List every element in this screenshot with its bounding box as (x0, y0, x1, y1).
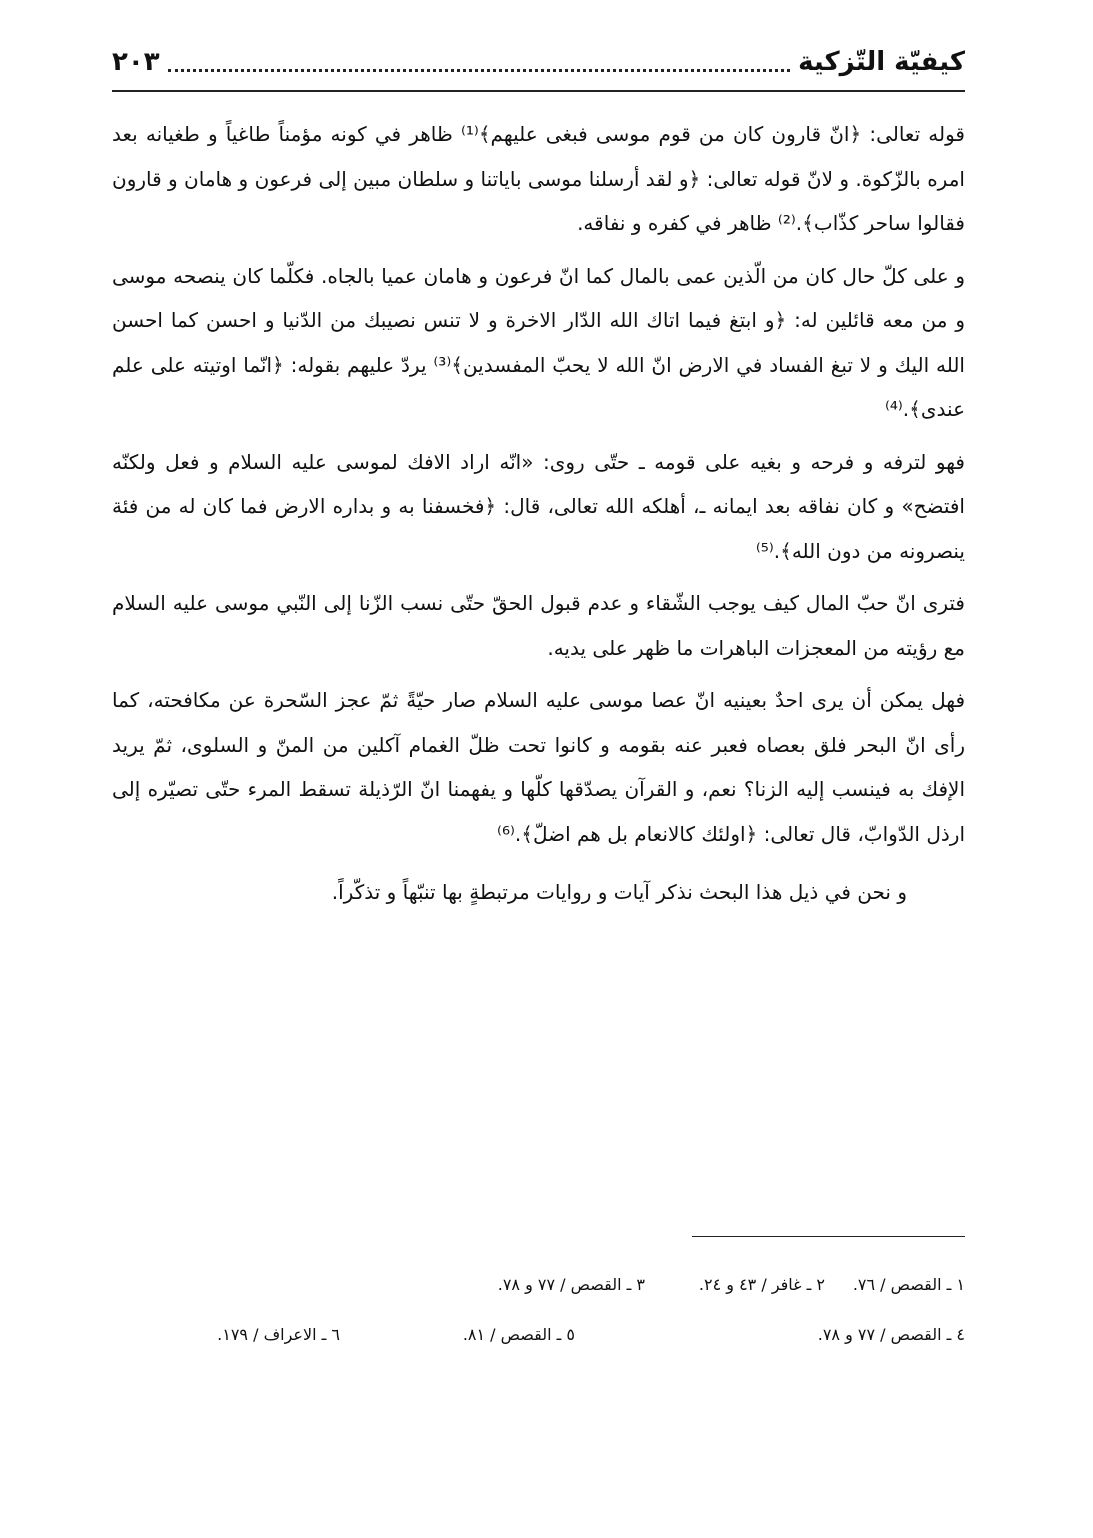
paragraph: و على كلّ حال كان من الّذين عمى بالمال كما انّ فرعون و هامان عميا بالجاه. فكلّما كان ينصحه موسى و من معه قائلين له: ﴿و ابتغ فيما اتاك الله الدّار الاخرة و لا تنس نصيبك من الدّنيا و احسن كما احسن الله اليك و لا تبغ الفساد في الارض انّ الله لا يحبّ المفسدين﴾⁽³⁾ يردّ عليهم بقوله: ﴿انّما اوتيته على علم عندى﴾.⁽⁴⁾ (112, 263, 965, 421)
running-header (112, 34, 965, 92)
paragraph: فهل يمكن أن يرى احدٌ بعينيه انّ عصا موسى عليه السلام صار حيّةً ثمّ عجز السّحرة عن مكافحته، كما رأى انّ البحر فلق بعصاه فعبر عنه بقومه و كانوا تحت ظلّ الغمام آكلين من المنّ و السلوى، ثمّ يريد الإفك به فينسب إليه الزنا؟ نعم، و القرآن يصدّقها كلّها و يفهمنا انّ الرّذيلة تسقط المرء حتّى تصيّره إلى ارذل الدّوابّ، قال تعالى: ﴿اولئك كالانعام بل هم اضلّ﴾.⁽⁶⁾ (112, 688, 965, 846)
footnote: ٥ ـ القصص / ٨١. (462, 1325, 575, 1344)
footnote-separator (692, 1236, 965, 1237)
footnote: ٦ ـ الاعراف / ١٧٩. (217, 1325, 340, 1344)
paragraph: فترى انّ حبّ المال كيف يوجب الشّقاء و عدم قبول الحقّ حتّى نسب الزّنا إلى النّبي موسى عليه السلام مع رؤيته من المعجزات الباهرات ما ظهر على يديه. (112, 591, 965, 660)
footnotes (112, 1260, 965, 1360)
closing-paragraph: و نحن في ذيل هذا البحث نذكر آيات و روايات مرتبطةٍ بها تنبّهاً و تذكّراً. (331, 880, 907, 904)
header-leader-dots (168, 69, 791, 72)
footnote-row (112, 1310, 965, 1360)
chapter-title: كيفيّة التّزكية (798, 47, 965, 77)
footnote-row (112, 1260, 965, 1310)
footnote: ٢ ـ غافر / ٤٣ و ٢٤. (698, 1275, 825, 1294)
paragraph: قوله تعالى: ﴿انّ قارون كان من قوم موسى فبغى عليهم﴾⁽¹⁾ ظاهر في كونه مؤمناً طاغياً و طغيانه بعد امره بالزّكوة. و لانّ قوله تعالى: ﴿و لقد أرسلنا موسى باياتنا و سلطان مبين إلى فرعون و هامان و قارون فقالوا ساحر كذّاب﴾.⁽²⁾ ظاهر في كفره و نفاقه. (112, 122, 965, 235)
footnote: ٤ ـ القصص / ٧٧ و ٧٨. (817, 1325, 965, 1344)
page-number: ٢٠٣ (112, 47, 160, 77)
footnote: ١ ـ القصص / ٧٦. (852, 1275, 965, 1294)
paragraph: فهو لترفه و فرحه و بغيه على قومه ـ حتّى روى: «انّه اراد الافك لموسى عليه السلام و فعل ولكنّه افتضح» و كان نفاقه بعد ايمانه ـ، أهلكه الله تعالى، قال: ﴿فخسفنا به و بداره الارض فما كان له من فئة ينصرونه من دون الله﴾.⁽⁵⁾ (112, 449, 965, 563)
body-text (112, 112, 965, 923)
footnote: ٣ ـ القصص / ٧٧ و ٧٨. (497, 1275, 645, 1294)
